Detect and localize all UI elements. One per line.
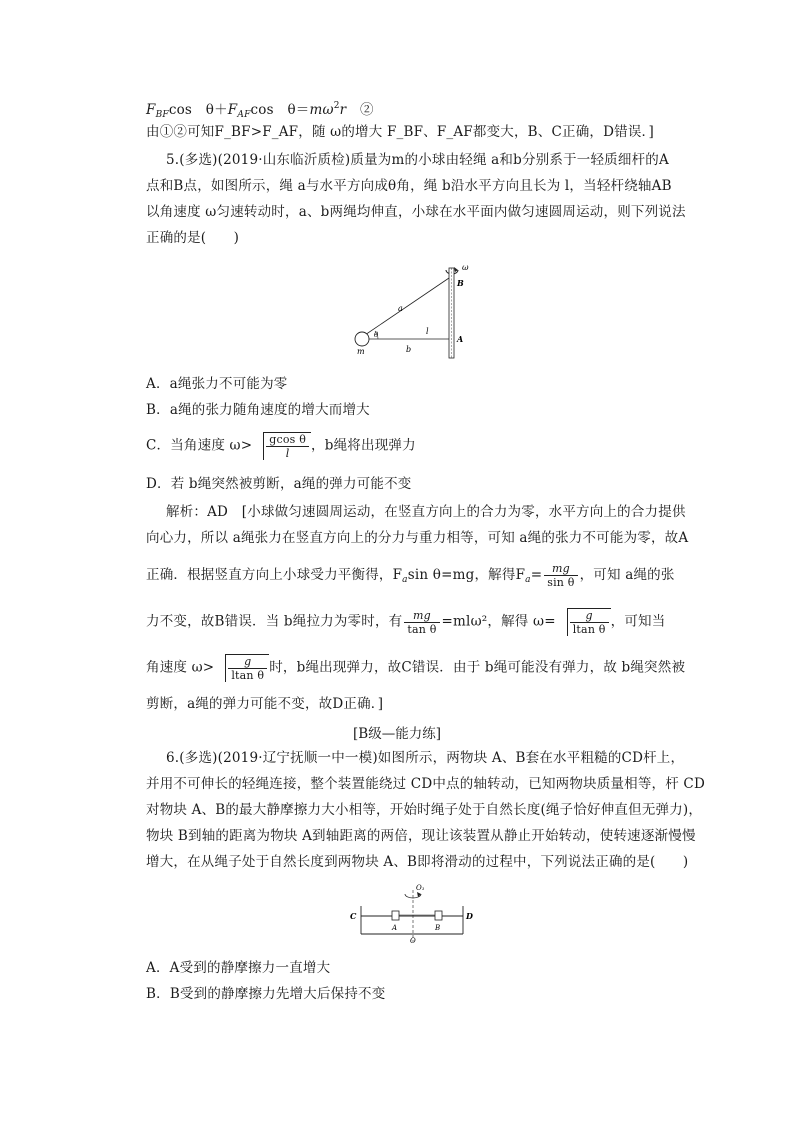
q5-line-2: 点和B点，如图所示，绳 a与水平方向成θ角，绳 b沿水平方向且长为 l，当轻杆绕轴AB [146, 178, 672, 194]
solution-line-6: 剪断，a绳的弹力可能不变，故D正确．] [146, 696, 384, 712]
q5-option-c-prefix: C．当角速度 ω> [146, 437, 253, 454]
q5-option-d: D．若 b绳突然被剪断，a绳的弹力可能不变 [146, 476, 412, 492]
frac-den: tan θ [404, 622, 439, 636]
block-a-label: A [392, 924, 398, 932]
q6-line-4: 物块 B到轴的距离为物块 A到轴距离的两倍，现让该装置从静止开始转动，使转速逐渐慢慢 [146, 828, 696, 844]
sol3-eq: = [530, 567, 543, 583]
sol5-part-b: 时，b绳出现弹力，故C错误．由于 b绳可能没有弹力，故 b绳突然被 [269, 659, 686, 676]
point-a-label: A [457, 334, 464, 344]
q6-option-a: A．A受到的静摩擦力一直增大 [146, 960, 331, 976]
frac-den: ltan θ [570, 622, 609, 636]
sol4-part-c: ，可知当 [610, 613, 666, 630]
figure-rod-cd [346, 882, 480, 946]
sqrt-g-over-ltan [559, 608, 611, 636]
solution-line-2: 向心力，所以 a绳张力在竖直方向上的分力与重力相等，可知 a绳的张力不可能为零，故A [146, 530, 689, 546]
q5-line-3: 以角速度 ω匀速转动时，a、b两绳均伸直，小球在水平面内做匀速圆周运动，则下列说法 [146, 204, 686, 220]
section-heading: [B级—能力练] [353, 726, 441, 742]
frac-den: sin θ [544, 575, 577, 589]
sol3-part-d: ，可知 a绳的张 [579, 567, 675, 583]
sqrt-g-over-ltan-2 [217, 654, 269, 682]
sol3-part-b: sin θ=mg，解得F [407, 567, 526, 583]
sol5-part-a: 角速度 ω> [146, 659, 215, 676]
sol4-part-b: =mlω²，解得 ω= [441, 613, 556, 630]
block-b-label: B [435, 924, 441, 932]
frac-mg-tan [404, 609, 439, 636]
q5-line-1: 5.(多选)(2019·山东临沂质检)质量为m的小球由轻绳 a和b分别系于一轻质细杆的A [166, 152, 669, 168]
frac-num: g [585, 609, 593, 622]
sol3-sub-a: a [402, 575, 408, 585]
q6-line-2: 并用不可伸长的轻绳连接，整个装置能绕过 CD中点的轴转动，已知两物块质量相等，杆 CD [146, 776, 705, 792]
frac-mg-sin [544, 562, 577, 589]
frac-num: gcos θ [269, 433, 307, 446]
sol4-part-a: 力不变，故B错误．当 b绳拉力为零时，有 [146, 613, 403, 630]
solution-line-3 [146, 562, 675, 590]
q5-option-c-suffix: ，b绳将出现弹力 [311, 437, 416, 454]
q5-line-4: 正确的是( ) [146, 230, 240, 246]
length-l-label: l [426, 327, 429, 336]
equation-2: $F_{BF}\cos$ $\theta+F_{AF}\cos$ $\theta=m\omega^2r$ ② [146, 101, 374, 120]
solution-line-4 [146, 608, 665, 636]
figure-rod-and-ball [340, 258, 480, 362]
solution-line-5 [146, 654, 685, 682]
sol3-sub-a2: a [525, 575, 531, 585]
q6-option-b: B．B受到的静摩擦力先增大后保持不变 [146, 986, 386, 1002]
frac-den: ltan θ [228, 668, 267, 682]
point-d-label: D [466, 911, 473, 921]
frac-num: g [244, 655, 252, 668]
q5-option-c [146, 432, 416, 460]
o1-label: O₁ [416, 884, 425, 892]
sqrt-gcos-over-l [255, 432, 311, 460]
q5-option-b: B．a绳的张力随角速度的增大而增大 [146, 402, 370, 418]
solution-line-1: 解析：AD [小球做匀速圆周运动，在竖直方向上的合力为零，水平方向上的合力提供 [166, 504, 686, 520]
frac-den: l [266, 446, 309, 460]
rope-b-label: b [406, 345, 412, 354]
frac-num: mg [413, 608, 431, 622]
point-b-label: B [457, 278, 464, 288]
q5-option-a: A．a绳张力不可能为零 [146, 376, 288, 392]
point-o-label: O [410, 937, 416, 945]
q6-line-5: 增大，在从绳子处于自然长度到两物块 A、B即将滑动的过程中，下列说法正确的是( ) [146, 854, 689, 870]
rope-a-label: a [398, 304, 403, 313]
frac-num: mg [551, 562, 570, 575]
q6-line-1: 6.(多选)(2019·辽宁抚顺一中一模)如图所示，两物块 A、B套在水平粗糙的CD杆上， [166, 750, 685, 766]
omega-label: ω [462, 263, 469, 272]
conclusion-line: 由①②可知F_BF>F_AF，随 ω的增大 F_BF、F_AF都变大，B、C正确，D错误．] [146, 124, 654, 140]
theta-label: θ [374, 331, 379, 339]
sol3-part-a: 正确．根据竖直方向上小球受力平衡得，F [146, 567, 403, 583]
point-c-label: C [350, 911, 357, 921]
q6-line-3: 对物块 A、B的最大静摩擦力大小相等，开始时绳子处于自然长度(绳子恰好伸直但无弹力)， [146, 802, 703, 818]
mass-m-label: m [357, 347, 365, 356]
